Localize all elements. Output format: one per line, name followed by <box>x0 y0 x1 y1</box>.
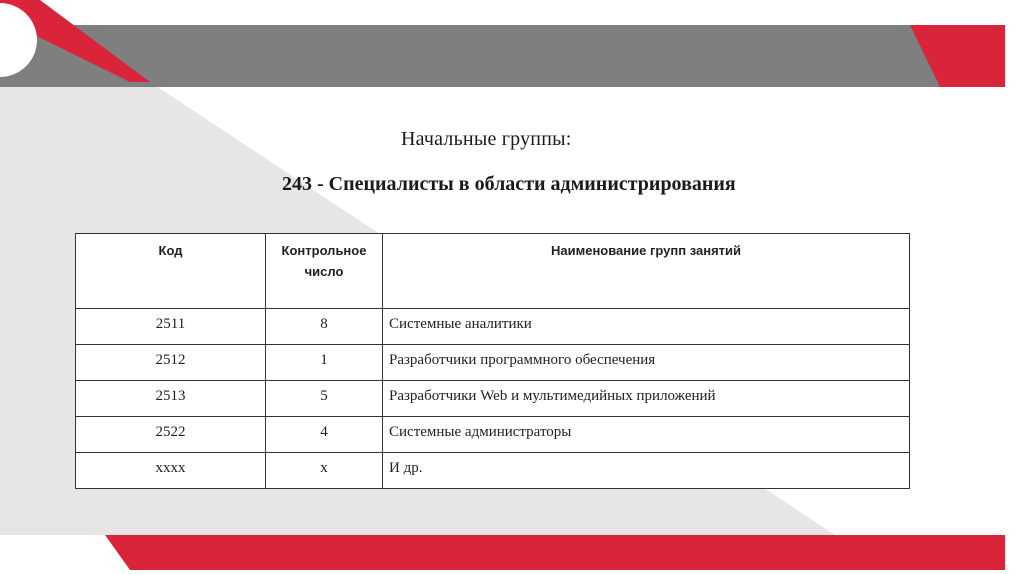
table-row <box>76 453 910 489</box>
cell-code: 2513 <box>76 381 266 417</box>
cell-count: 5 <box>266 381 383 417</box>
bottom-red-band <box>105 535 1005 570</box>
table-row <box>76 417 910 453</box>
header-name: Наименование групп занятий <box>383 234 910 309</box>
table-row <box>76 381 910 417</box>
cell-name: Системные аналитики <box>383 309 910 345</box>
header-count: Контрольное число <box>266 234 383 309</box>
cell-code: 2512 <box>76 345 266 381</box>
cell-code: 2511 <box>76 309 266 345</box>
cell-name: Разработчики программного обеспечения <box>383 345 910 381</box>
cell-code: xxxx <box>76 453 266 489</box>
cell-name: И др. <box>383 453 910 489</box>
cell-count: 8 <box>266 309 383 345</box>
cell-name: Системные администраторы <box>383 417 910 453</box>
cell-name: Разработчики Web и мультимедийных приложений <box>383 381 910 417</box>
page-title: Начальные группы: <box>401 128 572 150</box>
table-row <box>76 345 910 381</box>
table-row <box>76 309 910 345</box>
page-subtitle: 243 - Специалисты в области администрирования <box>282 173 736 195</box>
cell-count: x <box>266 453 383 489</box>
cell-code: 2522 <box>76 417 266 453</box>
top-gray-band <box>0 25 1005 87</box>
cell-count: 1 <box>266 345 383 381</box>
cell-count: 4 <box>266 417 383 453</box>
occupation-groups-table <box>75 233 910 489</box>
table-header-row <box>76 234 910 309</box>
header-code: Код <box>76 234 266 309</box>
